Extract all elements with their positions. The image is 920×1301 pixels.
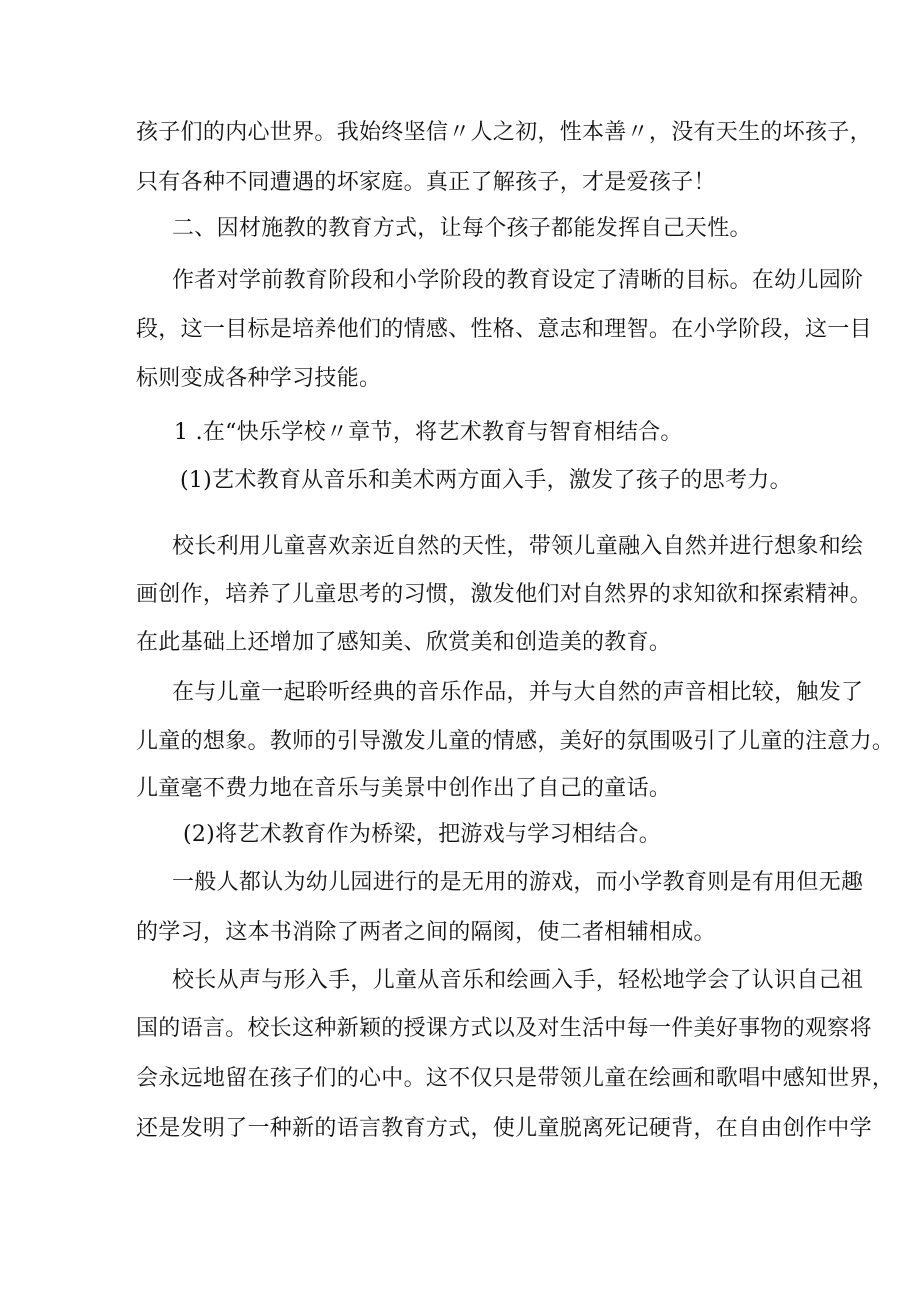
text-line: 画创作，培养了儿童思考的习惯，激发他们对自然界的求知欲和探索精神。 bbox=[136, 582, 872, 607]
sub-heading: (2)将艺术教育作为桥梁，把游戏与学习相结合。 bbox=[183, 822, 662, 847]
text-line: 标则变成各种学习技能。 bbox=[136, 366, 382, 391]
text-line: 在与儿童一起聆听经典的音乐作品，并与大自然的声音相比较，触发了 bbox=[172, 680, 864, 705]
text-line: 一般人都认为幼儿园进行的是无用的游戏，而小学教育则是有用但无趣 bbox=[172, 870, 864, 895]
text-line: 作者对学前教育阶段和小学阶段的教育设定了清晰的目标。在幼儿园阶 bbox=[172, 268, 864, 293]
text-line: 校长从声与形入手，儿童从音乐和绘画入手，轻松地学会了认识自己祖 bbox=[172, 968, 864, 993]
text-line: 还是发明了一种新的语言教育方式，使儿童脱离死记硬背，在自由创作中学 bbox=[136, 1116, 872, 1141]
text-line: 孩子们的内心世界。我始终坚信〃人之初，性本善〃，没有天生的坏孩子， bbox=[136, 120, 872, 145]
text-line: 会永远地留在孩子们的心中。这不仅只是带领儿童在绘画和歌唱中感知世界， bbox=[136, 1066, 895, 1091]
text-line: 国的语言。校长这种新颖的授课方式以及对生活中每一件美好事物的观察将 bbox=[136, 1016, 872, 1041]
numbered-heading: 1 .在“快乐学校〃章节，将艺术教育与智育相结合。 bbox=[174, 420, 683, 445]
text-line: 校长利用儿童喜欢亲近自然的天性，带领儿童融入自然并进行想象和绘 bbox=[172, 534, 864, 559]
text-line: 儿童毫不费力地在音乐与美景中创作出了自己的童话。 bbox=[136, 776, 672, 801]
text-line: 儿童的想象。教师的引导激发儿童的情感，美好的氛围吸引了儿童的注意力。 bbox=[136, 729, 895, 754]
text-line: 的学习，这本书消除了两者之间的隔阂，使二者相辅相成。 bbox=[136, 920, 716, 945]
sub-heading: (1)艺术教育从音乐和美术两方面入手，激发了孩子的思考力。 bbox=[180, 468, 792, 493]
text-line: 在此基础上还增加了感知美、欣赏美和创造美的教育。 bbox=[136, 630, 672, 655]
text-line: 只有各种不同遭遇的坏家庭。真正了解孩子，才是爱孩子！ bbox=[136, 170, 716, 195]
text-line: 段，这一目标是培养他们的情感、性格、意志和理智。在小学阶段，这一目 bbox=[136, 317, 872, 342]
section-heading: 二、因材施教的教育方式，让每个孩子都能发挥自己天性。 bbox=[172, 216, 752, 241]
